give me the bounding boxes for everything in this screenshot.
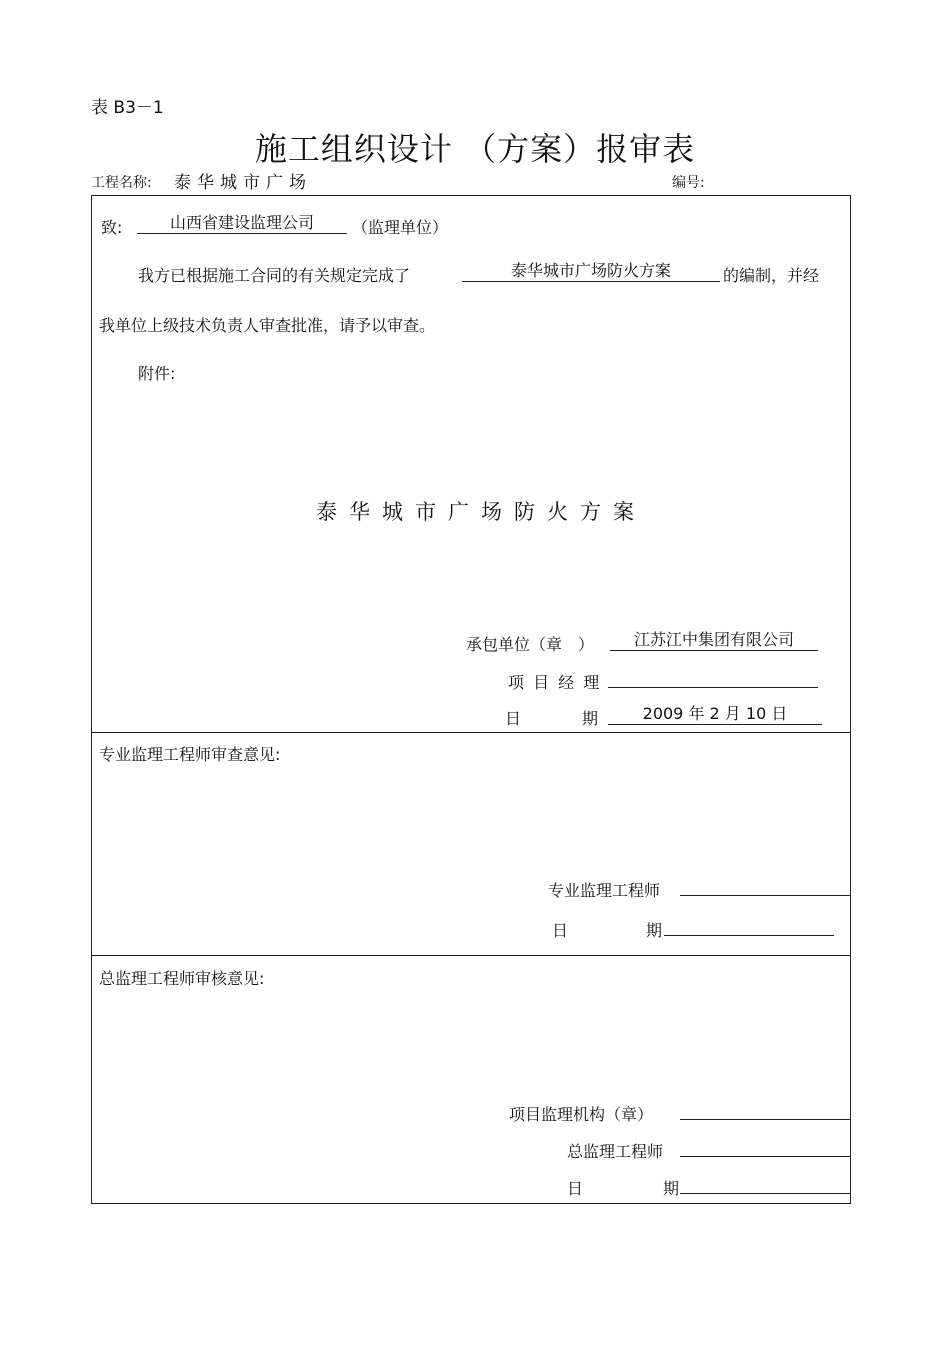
- serial-number-label: 编号:: [672, 175, 705, 191]
- chief-review-heading: 总监理工程师审核意见:: [99, 969, 265, 988]
- contractor-field[interactable]: 江苏江中集团有限公司: [610, 630, 818, 651]
- form-table: [91, 195, 851, 1204]
- specialist-date-field[interactable]: [664, 916, 834, 936]
- chief-engineer-field[interactable]: [680, 1137, 850, 1157]
- supervision-org-field[interactable]: [680, 1100, 850, 1120]
- supervisor-unit-suffix: （监理单位）: [352, 218, 449, 237]
- to-label: 致:: [101, 218, 123, 237]
- chief-engineer-label: 总监理工程师: [567, 1142, 664, 1161]
- chief-date-field[interactable]: [680, 1174, 850, 1194]
- body-text-prefix: 我方已根据施工合同的有关规定完成了: [138, 266, 411, 285]
- specialist-engineer-field[interactable]: [680, 876, 850, 896]
- section-divider-1: [91, 732, 851, 733]
- supervision-org-label: 项目监理机构（章）: [509, 1105, 654, 1124]
- body-text-line2: 我单位上级技术负责人审查批准，请予以审查。: [99, 316, 436, 335]
- attachment-label: 附件:: [138, 364, 176, 383]
- page-title: 施工组织设计 （方案）报审表: [254, 130, 696, 168]
- contractor-date-field[interactable]: 2009 年 2 月 10 日: [608, 704, 822, 725]
- specialist-date-label-right: 期: [646, 921, 663, 940]
- project-manager-label: 项 目 经 理: [508, 673, 602, 692]
- contractor-label: 承包单位（章 ）: [466, 635, 595, 654]
- specialist-engineer-label: 专业监理工程师: [548, 881, 661, 900]
- body-text-suffix: 的编制，并经: [723, 266, 820, 285]
- project-name-label: 工程名称:: [91, 175, 152, 191]
- date-label-right: 期: [582, 709, 599, 728]
- plan-name-field[interactable]: 泰华城市广场防火方案: [462, 261, 720, 282]
- date-label-left: 日: [505, 709, 522, 728]
- form-number: 表 B3－1: [91, 98, 164, 118]
- attachment-title: 泰华城市广场防火方案: [316, 500, 646, 524]
- chief-date-label-left: 日: [567, 1179, 584, 1198]
- project-manager-field[interactable]: [608, 668, 818, 688]
- section-divider-2: [91, 955, 851, 956]
- chief-date-label-right: 期: [663, 1179, 680, 1198]
- project-name-value: 泰华城市广场: [174, 173, 312, 193]
- supervisor-unit-field[interactable]: 山西省建设监理公司: [137, 213, 347, 234]
- specialist-date-label-left: 日: [552, 921, 569, 940]
- specialist-review-heading: 专业监理工程师审查意见:: [99, 745, 281, 764]
